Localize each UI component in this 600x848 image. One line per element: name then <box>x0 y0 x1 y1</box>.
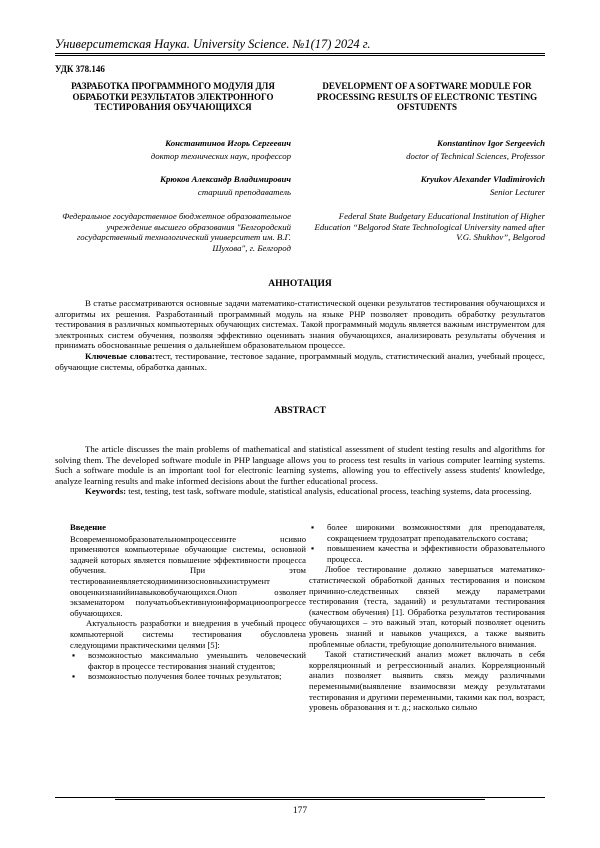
list-item: ▪ повышением качества и эффективности образовательного процесса. <box>311 543 545 564</box>
annotation-keywords: тест, тестирование, тестовое задание, программный модуль, статистический анализ, учебный процесс, обучающие системы, обработка данных. <box>55 350 545 372</box>
abstract-keywords: test, testing, test task, software module, statistical analysis, educational process, teaching systems, data processing. <box>126 486 532 497</box>
header-divider-secondary <box>55 55 545 56</box>
body-paragraph-1: Любое тестирование должно завершаться математико-статистической обработкой данных тестирования и поиском причинно-следственных связей между параметрами тестирования (теста, заданий) и результатами тестирования (качеством обучения) [1]. Обработка результатов тестирования обучающихся – это важный этап, который позволяет оценить уровень знаний и навыков учащихся, а также выявить проблемные области, требующие дополнительного внимания. <box>309 564 545 649</box>
ru-author-2: Крюков Александр Владимирович <box>160 174 291 184</box>
footer-divider <box>55 797 545 798</box>
list-item: ▪ возможностью получения более точных результатов; <box>72 671 282 682</box>
annotation-block <box>55 298 545 372</box>
ru-author-1: Константинов Игорь Сергеевич <box>165 138 291 148</box>
annotation-keywords-label: Ключевые слова: <box>85 350 155 361</box>
body-right-column <box>309 522 545 713</box>
left-bullet-list <box>70 650 306 682</box>
body-paragraph-2: Такой статистический анализ может включать в себя корреляционный и регрессионный анализ. Корреляционный анализ позволяет выявить связь между различными переменными(выявление взаимосвязи между результатами тестирования и другими переменными, такими как пол, возраст, уровень образования и т. д.; насколько сильно <box>309 649 545 713</box>
abstract-block <box>55 444 545 497</box>
udk-code: УДК 378.146 <box>55 64 105 74</box>
bullet-icon: ▪ <box>72 650 76 661</box>
bullet-icon: ▪ <box>311 543 315 554</box>
right-bullet-list <box>309 522 545 564</box>
abstract-heading: ABSTRACT <box>274 406 326 416</box>
footer-divider-secondary <box>115 799 485 800</box>
header-divider <box>55 53 545 54</box>
bullet-icon: ▪ <box>72 671 76 682</box>
ru-role-2: старший преподаватель <box>197 187 291 197</box>
ru-role-1: доктор технических наук, профессор <box>150 151 291 161</box>
bullet-icon: ▪ <box>311 522 315 532</box>
list-item: ▪ более широкими возможностями для преподавателя, сокращением трудозатрат преподавательского состава; <box>311 522 545 543</box>
en-author-1: Konstantinov Igor Sergeevich <box>436 138 545 148</box>
list-item: ▪ возможностью максимально уменьшить человеческий фактор в процессе тестирования знаний студентов; <box>72 650 306 671</box>
annotation-text: В статье рассматриваются основные задачи математико-статистической оценки результатов тестирования обучающихся и алгоритмы их решения. Разработанный программный модуль на языке PHP позволяет проводить обработку результатов тестирования в различных компьютерных обучающих системах. Такой программный модуль является важным инструментом для электронных систем обучения, позволяя эффективно оценивать знания обучающихся, анализировать результаты обучения и принимать обоснованные решения о дальнейшем образовательном процессе. <box>55 298 545 351</box>
intro-paragraph-2: Актуальность разработки и внедрения в учебный процесс компьютерной системы тестирования обусловлена следующими практическими целями [5]: <box>70 618 306 650</box>
abstract-text: The article discusses the main problems of mathematical and statistical assessment of student testing results and algorithms for solving them. The developed software module in PHP language allows you to process test results in various computer learning systems. Such a software module is an important tool for electronic learning systems, allowing you to effectively assess students' knowledge, analyze learning results and make informed decisions about the further educational process. <box>55 444 545 486</box>
intro-paragraph-1: Всовременномобразовательномпроцессеинте нсивно применяются компьютерные обучающие системы, основной задачей которых является повышение эффективности процесса обучения. При этом тестированиеявляетсяодниминизосновныхинструмент овоценкизнанийинавыковобучающихся.Оноп озволяет экзаменатором получатьобъективнуюинформациюопрогрессе обучающихся. <box>70 533 306 618</box>
en-author-2: Kryukov Alexander Vladimirovich <box>420 174 545 184</box>
journal-header: Университетская Наука. University Science. №1(17) 2024 г. <box>55 37 371 51</box>
introduction-heading: Введение <box>70 522 106 532</box>
en-role-2: Senior Lecturer <box>489 187 545 197</box>
en-affiliation: Federal State Budgetary Educational Institution of Higher Education “Belgorod State Technological University named after V.G. Shukhov”, Belgorod <box>314 211 545 242</box>
page-number: 177 <box>292 806 308 816</box>
en-title: DEVELOPMENT OF A SOFTWARE MODULE FOR PROCESSING RESULTS OF ELECTRONIC TESTING OFSTUDENTS <box>316 81 538 112</box>
ru-affiliation: Федеральное государственное бюджетное образовательное учреждение высшего образования "Белгородский государственный технологический университет им. В.Г. Шухова", г. Белгород <box>62 211 291 253</box>
ru-title: РАЗРАБОТКА ПРОГРАММНОГО МОДУЛЯ ДЛЯ ОБРАБОТКИ РЕЗУЛЬТАТОВ ЭЛЕКТРОННОГО ТЕСТИРОВАНИЯ ОБУЧАЮЩИХСЯ <box>71 81 275 112</box>
en-role-1: doctor of Technical Sciences, Professor <box>406 151 545 161</box>
abstract-keywords-label: Keywords: <box>85 486 127 497</box>
body-left-column <box>70 522 306 682</box>
annotation-heading: АННОТАЦИЯ <box>268 279 332 289</box>
